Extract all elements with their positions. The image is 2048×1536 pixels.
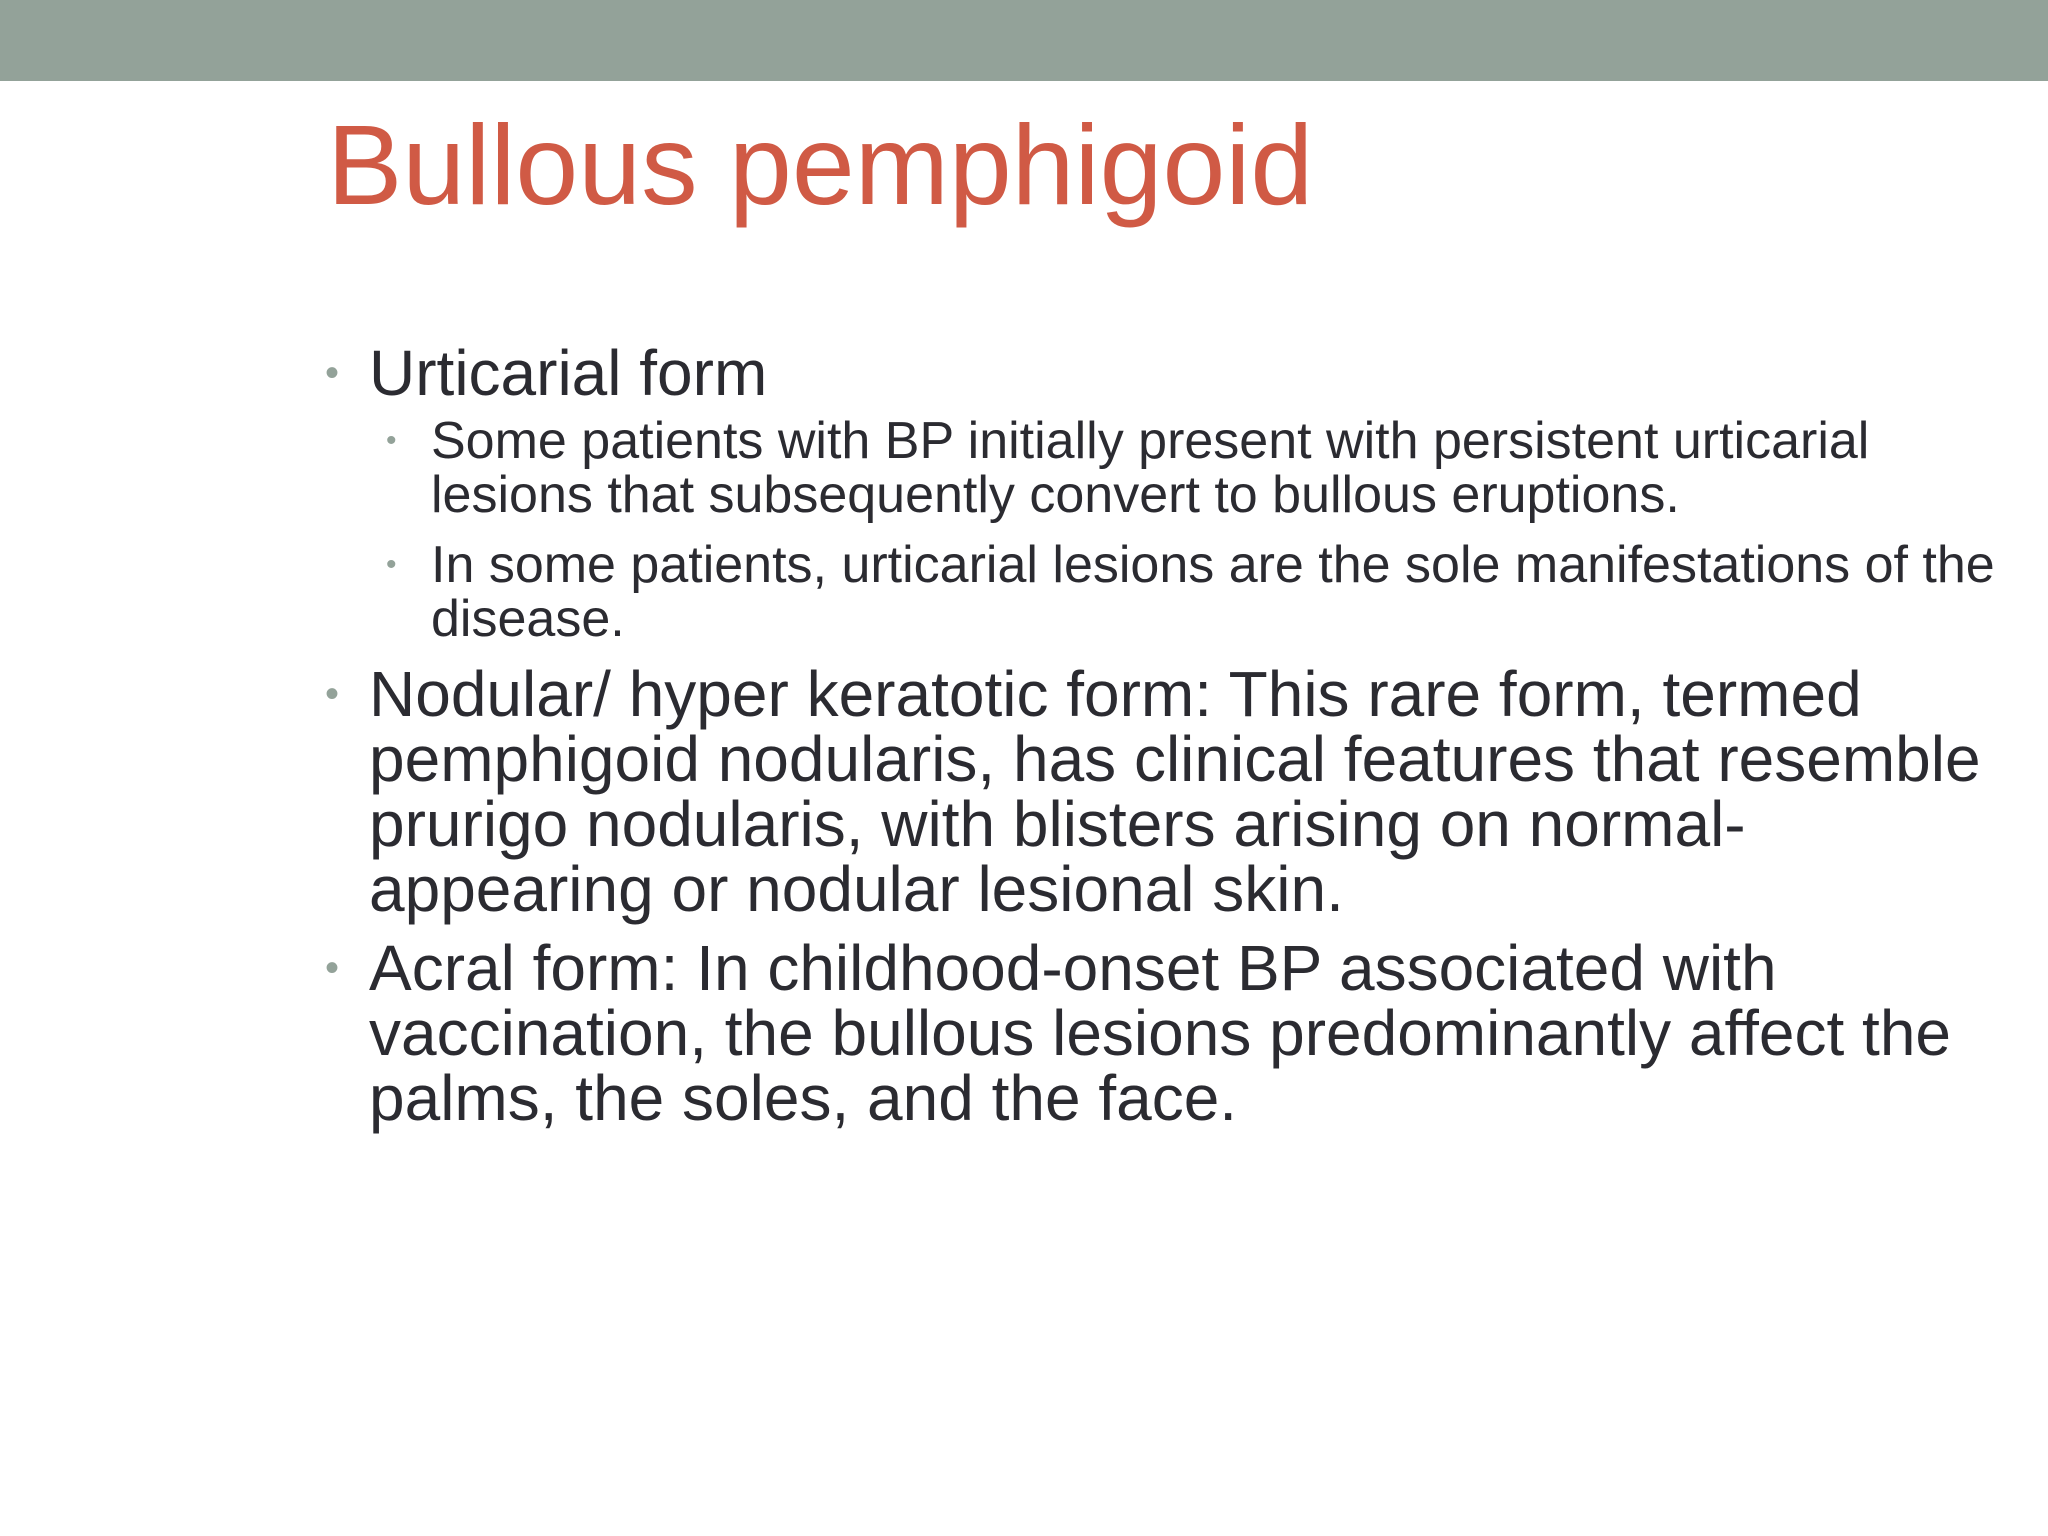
bullet-list (325, 337, 1995, 1145)
bullet-item-acral-form (325, 932, 1995, 1134)
sub-bullet-list (325, 414, 1995, 646)
bullet-icon: • (325, 351, 340, 395)
bullet-icon: • (325, 672, 340, 716)
sub-bullet-text: In some patients, urticarial lesions are the sole manifestations of the disease. (431, 536, 1995, 648)
bullet-text: Nodular/ hyper keratotic form: This rare form, termed pemphigoid nodularis, has clinical features that resemble prurigo nodularis, with blisters arising on normal-appearing or nodular lesional skin. (369, 658, 1981, 925)
sub-bullet-item (386, 414, 1995, 522)
bullet-item-nodular-form (325, 658, 1995, 925)
bullet-text: Urticarial form (369, 337, 768, 409)
bullet-icon: • (386, 424, 397, 457)
slide-title: Bullous pemphigoid (327, 102, 1314, 228)
sub-bullet-text: Some patients with BP initially present with persistent urticarial lesions that subsequently convert to bullous eruptions. (431, 412, 1870, 524)
bullet-item-urticarial-form (325, 337, 1995, 409)
bullet-icon: • (325, 946, 340, 990)
bullet-text: Acral form: In childhood-onset BP associated with vaccination, the bullous lesions predominantly affect the palms, the soles, and the face. (369, 932, 1951, 1134)
bullet-icon: • (386, 548, 397, 581)
top-accent-bar (0, 0, 2048, 81)
sub-bullet-item (386, 538, 1995, 646)
